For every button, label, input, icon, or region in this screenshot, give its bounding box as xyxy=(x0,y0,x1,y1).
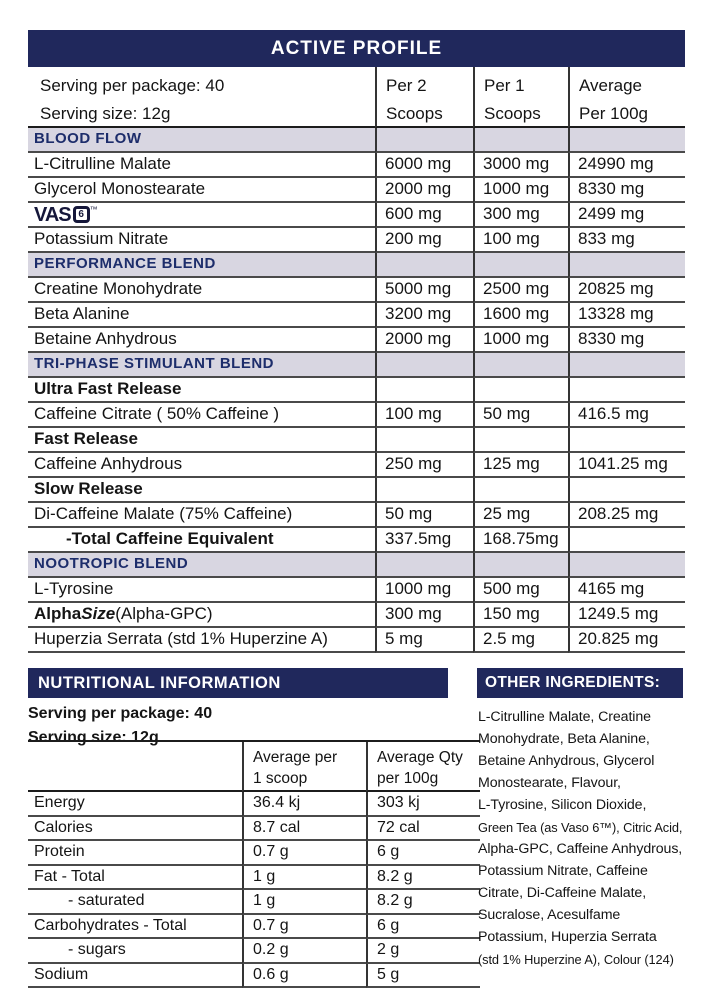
value-average-per-100g: 4165 mg xyxy=(568,578,685,603)
ingredient-line: L-Tyrosine, Silicon Dioxide, xyxy=(478,797,647,813)
value-average-per-100g xyxy=(568,253,685,278)
table-row xyxy=(28,178,685,203)
section-title: TRI-PHASE STIMULANT BLEND xyxy=(28,353,375,378)
ingredient-line: (std 1% Huperzine A), Colour (124) xyxy=(478,951,674,967)
column-header-average-per-1-scoop xyxy=(242,742,366,792)
serving-size: Serving size: 12g xyxy=(28,729,159,746)
value-per-2-scoops: 5 mg xyxy=(375,628,473,653)
table-row xyxy=(28,478,685,503)
value-average-per-100g: 20825 mg xyxy=(568,278,685,303)
table-row xyxy=(28,915,480,940)
value-per-2-scoops: 3200 mg xyxy=(375,303,473,328)
table-row xyxy=(28,866,480,891)
ingredient-name: Betaine Anhydrous xyxy=(28,328,375,353)
value-average-per-100g: 8330 mg xyxy=(568,178,685,203)
column-header-average-qty-per-100g xyxy=(366,742,480,792)
value-per-1-scoop xyxy=(473,553,568,578)
ingredient-name: Huperzia Serrata (std 1% Huperzine A) xyxy=(28,628,375,653)
table-row xyxy=(28,841,480,866)
section-title: BLOOD FLOW xyxy=(28,128,375,153)
nutrient-name: Fat - Total xyxy=(28,866,242,891)
value-average-per-100g: 13328 mg xyxy=(568,303,685,328)
table-row xyxy=(28,328,685,353)
vaso6-logo: VAS xyxy=(34,203,71,226)
value-per-2-scoops: 337.5mg xyxy=(375,528,473,553)
nutrition-rows xyxy=(28,792,480,988)
ingredient-line: Betaine Anhydrous, Glycerol xyxy=(478,753,655,769)
column-header-average-per-100g xyxy=(568,67,685,128)
ingredient-line: Alpha-GPC, Caffeine Anhydrous, xyxy=(478,841,683,857)
table-row xyxy=(28,153,685,178)
value-per-1-scoop xyxy=(473,378,568,403)
column-header-line: Per 1 xyxy=(484,76,525,95)
table-row xyxy=(28,792,480,817)
ingredient-name: Di-Caffeine Malate (75% Caffeine) xyxy=(28,503,375,528)
table-row xyxy=(28,939,480,964)
value-per-2-scoops: 6000 mg xyxy=(375,153,473,178)
serving-info xyxy=(34,67,224,128)
ingredient-name xyxy=(28,603,375,628)
nutrient-name: Energy xyxy=(28,792,242,817)
column-header-line: per 100g xyxy=(377,770,439,787)
value-average-per-100g xyxy=(568,528,685,553)
nutrient-name: Sodium xyxy=(28,964,242,989)
nutrient-name: Calories xyxy=(28,817,242,842)
ingredient-name: Glycerol Monostearate xyxy=(28,178,375,203)
value-per-1-scoop: 25 mg xyxy=(473,503,568,528)
value-average-per-100g: 416.5 mg xyxy=(568,403,685,428)
active-profile-header xyxy=(28,30,685,67)
nutrient-name: Protein xyxy=(28,841,242,866)
value-average-per-1-scoop: 1 g xyxy=(242,866,366,891)
value-per-1-scoop: 300 mg xyxy=(473,203,568,228)
serving-size: Serving size: 12g xyxy=(40,104,171,123)
value-average-per-1-scoop: 0.7 g xyxy=(242,841,366,866)
value-per-1-scoop: 500 mg xyxy=(473,578,568,603)
ingredient-name: Ultra Fast Release xyxy=(28,378,375,403)
value-per-2-scoops xyxy=(375,553,473,578)
nutrition-header-row xyxy=(28,742,480,792)
value-average-per-1-scoop: 0.2 g xyxy=(242,939,366,964)
ingredient-name: L-Citrulline Malate xyxy=(28,153,375,178)
nutritional-information-header xyxy=(28,668,448,698)
section-title: NOOTROPIC BLEND xyxy=(28,553,375,578)
nutrition-table xyxy=(28,740,480,988)
table-row xyxy=(28,278,685,303)
ingredient-name-part: Size xyxy=(81,604,116,624)
value-average-per-100g xyxy=(568,378,685,403)
column-header-line: Per 2 xyxy=(386,76,427,95)
active-profile-table xyxy=(28,67,685,653)
value-per-1-scoop xyxy=(473,428,568,453)
ingredient-name: Beta Alanine xyxy=(28,303,375,328)
ingredient-name: Caffeine Citrate ( 50% Caffeine ) xyxy=(28,403,375,428)
value-per-2-scoops: 100 mg xyxy=(375,403,473,428)
ingredient-name: Potassium Nitrate xyxy=(28,228,375,253)
table-row xyxy=(28,964,480,989)
value-per-2-scoops: 5000 mg xyxy=(375,278,473,303)
value-per-2-scoops: 200 mg xyxy=(375,228,473,253)
value-per-2-scoops xyxy=(375,253,473,278)
column-header-line: Average Qty xyxy=(377,749,463,766)
value-average-per-100g xyxy=(568,478,685,503)
value-per-1-scoop: 3000 mg xyxy=(473,153,568,178)
value-per-2-scoops xyxy=(375,128,473,153)
value-per-1-scoop: 168.75mg xyxy=(473,528,568,553)
value-average-per-100g: 20.825 mg xyxy=(568,628,685,653)
value-average-qty-per-100g: 6 g xyxy=(366,841,480,866)
nutritional-information-title: NUTRITIONAL INFORMATION xyxy=(38,673,281,692)
value-per-1-scoop xyxy=(473,353,568,378)
value-average-qty-per-100g: 5 g xyxy=(366,964,480,989)
table-row xyxy=(28,303,685,328)
column-header-line: Average per xyxy=(253,749,338,766)
value-per-2-scoops: 1000 mg xyxy=(375,578,473,603)
value-per-1-scoop: 50 mg xyxy=(473,403,568,428)
column-header-per-2-scoops xyxy=(375,67,473,128)
table-row xyxy=(28,528,685,553)
value-per-1-scoop: 2.5 mg xyxy=(473,628,568,653)
value-average-qty-per-100g: 2 g xyxy=(366,939,480,964)
value-per-2-scoops xyxy=(375,478,473,503)
column-header-line: Per 100g xyxy=(579,104,648,123)
vaso6-logo-box: 6 xyxy=(73,206,90,223)
value-average-per-1-scoop: 8.7 cal xyxy=(242,817,366,842)
nutrient-name: Carbohydrates - Total xyxy=(28,915,242,940)
value-per-2-scoops xyxy=(375,378,473,403)
value-average-per-100g: 8330 mg xyxy=(568,328,685,353)
active-profile-rows xyxy=(28,128,685,653)
section-title: PERFORMANCE BLEND xyxy=(28,253,375,278)
value-average-per-100g: 2499 mg xyxy=(568,203,685,228)
column-header-line: Average xyxy=(579,76,643,95)
table-row xyxy=(28,578,685,603)
value-average-per-100g xyxy=(568,353,685,378)
value-per-2-scoops: 250 mg xyxy=(375,453,473,478)
value-average-per-100g: 833 mg xyxy=(568,228,685,253)
value-per-2-scoops: 2000 mg xyxy=(375,328,473,353)
column-header-line: 1 scoop xyxy=(253,770,308,787)
section-header-row xyxy=(28,353,685,378)
value-average-per-100g: 1249.5 mg xyxy=(568,603,685,628)
trademark-symbol: ™ xyxy=(89,205,98,214)
ingredient-name xyxy=(28,203,375,228)
ingredient-line: Monostearate, Flavour, xyxy=(478,775,621,791)
active-profile-title: ACTIVE PROFILE xyxy=(270,37,443,59)
table-row xyxy=(28,503,685,528)
ingredient-line: Monohydrate, Beta Alanine, xyxy=(478,731,650,747)
value-average-per-1-scoop: 1 g xyxy=(242,890,366,915)
table-row xyxy=(28,453,685,478)
value-average-per-100g: 24990 mg xyxy=(568,153,685,178)
value-per-2-scoops: 300 mg xyxy=(375,603,473,628)
value-per-1-scoop xyxy=(473,478,568,503)
value-per-1-scoop: 2500 mg xyxy=(473,278,568,303)
value-per-2-scoops xyxy=(375,428,473,453)
value-average-per-100g xyxy=(568,128,685,153)
ingredient-name: Caffeine Anhydrous xyxy=(28,453,375,478)
table-row xyxy=(28,817,480,842)
value-per-1-scoop: 1600 mg xyxy=(473,303,568,328)
value-per-1-scoop: 1000 mg xyxy=(473,178,568,203)
column-header-per-1-scoop xyxy=(473,67,568,128)
ingredient-line: Potassium, Huperzia Serrata xyxy=(478,929,657,945)
column-header-line: Scoops xyxy=(484,104,541,123)
value-per-1-scoop: 100 mg xyxy=(473,228,568,253)
ingredient-name: Slow Release xyxy=(28,478,375,503)
table-row xyxy=(28,890,480,915)
ingredient-line: Citrate, Di-Caffeine Malate, xyxy=(478,885,647,901)
other-ingredients-header xyxy=(477,668,683,698)
value-per-2-scoops: 2000 mg xyxy=(375,178,473,203)
ingredient-name-part: (Alpha-GPC) xyxy=(115,604,213,624)
table-row xyxy=(28,403,685,428)
value-per-1-scoop xyxy=(473,253,568,278)
serving-info-cell xyxy=(28,67,375,128)
ingredient-line: L-Citrulline Malate, Creatine xyxy=(478,709,651,725)
ingredient-line: Potassium Nitrate, Caffeine xyxy=(478,863,648,879)
value-per-1-scoop xyxy=(473,128,568,153)
ingredient-name-part: Alpha xyxy=(34,604,82,624)
value-per-1-scoop: 1000 mg xyxy=(473,328,568,353)
table-row xyxy=(28,228,685,253)
section-header-row xyxy=(28,553,685,578)
value-average-per-100g xyxy=(568,428,685,453)
value-average-qty-per-100g: 303 kj xyxy=(366,792,480,817)
ingredient-line: Green Tea (as Vaso 6™), Citric Acid, xyxy=(478,819,683,835)
section-header-row xyxy=(28,253,685,278)
serving-per-package: Serving per package: 40 xyxy=(40,76,225,95)
table-row xyxy=(28,428,685,453)
section-header-row xyxy=(28,128,685,153)
value-per-1-scoop: 150 mg xyxy=(473,603,568,628)
value-average-per-1-scoop: 0.7 g xyxy=(242,915,366,940)
empty-header-cell xyxy=(28,742,242,792)
table-row xyxy=(28,378,685,403)
ingredient-name: Fast Release xyxy=(28,428,375,453)
ingredient-name: -Total Caffeine Equivalent xyxy=(28,528,375,553)
value-average-qty-per-100g: 8.2 g xyxy=(366,866,480,891)
value-per-2-scoops xyxy=(375,353,473,378)
ingredient-line: Sucralose, Acesulfame xyxy=(478,907,621,923)
serving-per-package: Serving per package: 40 xyxy=(28,705,213,722)
value-per-1-scoop: 125 mg xyxy=(473,453,568,478)
ingredient-name: L-Tyrosine xyxy=(28,578,375,603)
column-header-line: Scoops xyxy=(386,104,443,123)
ingredient-name: Creatine Monohydrate xyxy=(28,278,375,303)
value-average-per-100g: 208.25 mg xyxy=(568,503,685,528)
value-average-per-1-scoop: 36.4 kj xyxy=(242,792,366,817)
value-average-per-1-scoop: 0.6 g xyxy=(242,964,366,989)
table-row xyxy=(28,203,685,228)
nutrient-name: - saturated xyxy=(28,890,242,915)
other-ingredients-text xyxy=(478,706,693,970)
value-average-per-100g: 1041.25 mg xyxy=(568,453,685,478)
value-average-per-100g xyxy=(568,553,685,578)
table-row xyxy=(28,628,685,653)
table-header-row xyxy=(28,67,685,128)
value-per-2-scoops: 50 mg xyxy=(375,503,473,528)
nutrient-name: - sugars xyxy=(28,939,242,964)
value-average-qty-per-100g: 6 g xyxy=(366,915,480,940)
value-average-qty-per-100g: 72 cal xyxy=(366,817,480,842)
other-ingredients-title: OTHER INGREDIENTS: xyxy=(485,674,661,691)
value-per-2-scoops: 600 mg xyxy=(375,203,473,228)
value-average-qty-per-100g: 8.2 g xyxy=(366,890,480,915)
table-row xyxy=(28,603,685,628)
